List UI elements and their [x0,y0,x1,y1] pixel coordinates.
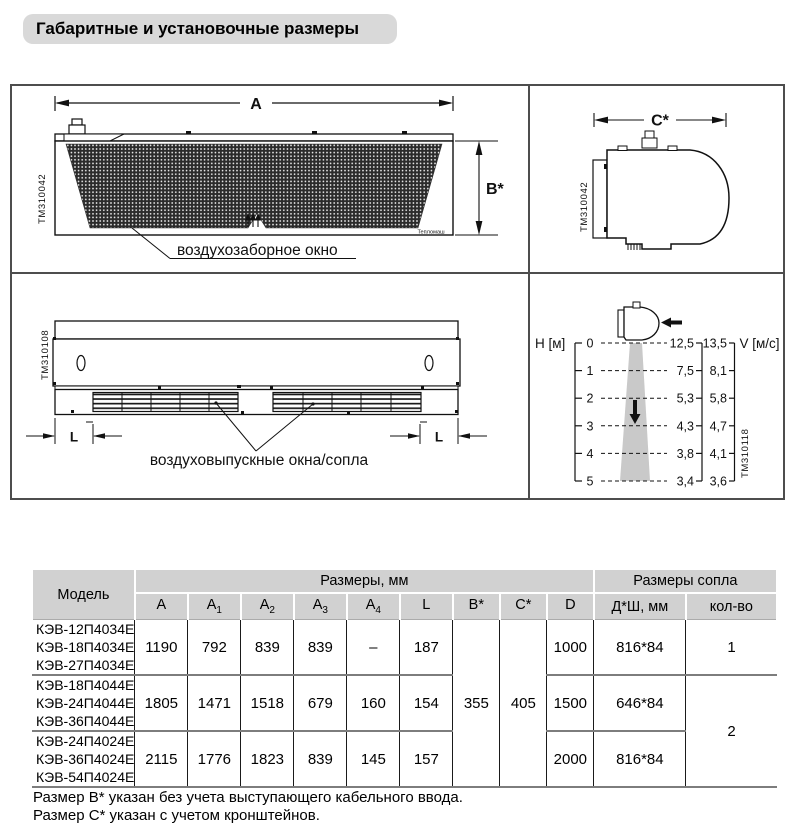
velocity-values-col2 [703,337,727,489]
dim-label-l-left: L [69,429,79,445]
footnote-b: Размер B* указан без учета выступающего кабельного ввода. [33,789,463,806]
svg-text:3,4: 3,4 [676,474,694,489]
velocity-values-col1 [670,337,694,489]
col-header-d: D [547,593,594,620]
col-header-nozzle-count: кол-во [686,593,777,620]
cable-gland-icon [69,119,85,134]
cell-l: 187 [400,620,453,676]
cell-d: 2000 [547,731,594,787]
col-group-nozzle: Размеры сопла [594,569,777,593]
svg-text:4,1: 4,1 [709,446,727,461]
velocity-bracket-col2 [729,343,735,481]
bottom-view-quadrant [12,274,530,498]
bottom-view-drawing [12,274,528,498]
cell-a1: 1471 [188,675,241,731]
h-axis-label: H [м] [535,336,566,351]
svg-text:5: 5 [586,474,594,489]
serration-marks [628,244,640,250]
cell-d: 1000 [547,620,594,676]
cell-l: 154 [400,675,453,731]
page-title [23,14,397,44]
cell-a3: 839 [294,731,347,787]
col-header-nozzle-size: Д*Ш, мм [594,593,686,620]
cell-a3: 679 [294,675,347,731]
cell-a2: 1823 [241,731,294,787]
arrow-up-icon [476,141,483,155]
outlet-callout: воздуховыпускные окна/сопла [149,452,369,469]
dimension-l-lines [26,418,487,444]
side-view-quadrant [530,86,783,274]
col-group-sizes: Размеры, мм [135,569,594,593]
cell-a4: 145 [347,731,400,787]
cell-a1: 792 [188,620,241,676]
col-header-a4: $А_4$ [347,593,400,620]
svg-text:5,3: 5,3 [676,391,694,406]
svg-text:4: 4 [586,446,594,461]
svg-text:12,5: 12,5 [669,336,694,351]
cell-models: КЭВ-12П4034Е КЭВ-18П4034Е КЭВ-27П4034Е [32,620,135,676]
airflow-up-arrows-icon [246,215,261,228]
inflow-arrow-icon [661,318,682,328]
unit-body-side [607,150,729,249]
arrow-right-icon [439,100,453,107]
v-axis-label: V [м/с] [739,336,780,351]
intake-callout: воздухозаборное окно [177,242,338,259]
svg-text:0: 0 [586,336,594,351]
drawings-panel [10,84,785,500]
drawing-code: TM310108 [40,329,51,380]
svg-text:3: 3 [586,419,594,434]
svg-text:5,8: 5,8 [709,391,727,406]
h-tick-labels [587,337,594,489]
table-row-group-2 [32,675,777,731]
svg-text:3,6: 3,6 [709,474,727,489]
svg-text:13,5: 13,5 [702,336,727,351]
col-header-model: Модель [32,569,135,620]
svg-text:8,1: 8,1 [709,364,727,379]
top-notch [668,146,677,151]
svg-text:2: 2 [586,391,594,406]
col-header-c-star: C* [500,593,547,620]
cell-a3: 839 [294,620,347,676]
cell-a: 1805 [135,675,188,731]
col-header-b-star: B* [453,593,500,620]
outlet-grille [273,393,421,412]
dim-label-a: А [250,96,262,113]
cell-b-star-shared: 355 [453,620,500,788]
cell-nozzle-size: 816*84 [594,620,686,676]
col-header-a3: $А_3$ [294,593,347,620]
footnote-c: Размер C* указан с учетом кронштейнов. [33,806,320,824]
arrow-right-icon [712,117,726,124]
side-view-drawing [530,86,783,272]
drawing-code: TM310042 [37,173,48,224]
cell-models: КЭВ-18П4044Е КЭВ-24П4044Е КЭВ-36П4044Е [32,675,135,731]
cell-a2: 839 [241,620,294,676]
cell-d: 1500 [547,675,594,731]
table-row-group-1 [32,620,777,676]
h-axis-bracket [575,343,582,481]
panel-mark [312,131,317,134]
cell-nozzle-size: 816*84 [594,731,686,787]
cell-l: 157 [400,731,453,787]
cell-a4: 160 [347,675,400,731]
top-notch [618,146,627,151]
brand-logo: Тепломаш [417,229,445,236]
cell-a4: – [347,620,400,676]
svg-text:4,3: 4,3 [676,419,694,434]
cell-models: КЭВ-24П4024Е КЭВ-36П4024Е КЭВ-54П4024Е [32,731,135,787]
col-header-a1: $А_1$ [188,593,241,620]
col-header-l: L [400,593,453,620]
front-view-drawing [12,86,528,272]
arrow-left-icon [594,117,608,124]
unit-icon [618,302,659,340]
table-row-group-3 [32,731,777,787]
svg-text:1: 1 [586,364,594,379]
velocity-bracket-col1 [696,343,702,481]
col-header-a2: $А_2$ [241,593,294,620]
airflow-chart-quadrant [530,274,783,498]
cell-c-star-shared: 405 [500,620,547,788]
intake-grille [66,144,442,228]
unit-body-bottom [53,339,460,386]
drawing-code: TM310042 [579,181,590,232]
cable-gland-icon [642,131,657,148]
dim-label-b: B* [486,181,504,198]
arrow-left-icon [55,100,69,107]
airflow-chart [530,274,783,498]
cell-a2: 1518 [241,675,294,731]
svg-text:7,5: 7,5 [676,364,694,379]
dimensions-table [31,568,778,788]
svg-text:3,8: 3,8 [676,446,694,461]
dim-label-l-right: L [434,429,444,445]
page-title-text: Габаритные и установочные размеры [36,19,360,38]
arrow-down-icon [476,221,483,235]
cell-nozzle-count: 1 [686,620,777,676]
cell-a1: 1776 [188,731,241,787]
drawing-code: TM310118 [740,428,751,478]
footnotes [33,789,463,824]
panel-mark [186,131,191,134]
dim-label-c: C* [651,112,669,130]
top-strip [55,321,458,339]
front-view-quadrant [12,86,530,274]
cell-nozzle-size: 646*84 [594,675,686,731]
panel-mark [402,131,407,134]
cell-a: 1190 [135,620,188,676]
cell-a: 2115 [135,731,188,787]
mounting-bracket [593,160,607,238]
cell-nozzle-count-shared: 2 [686,675,777,787]
svg-text:4,7: 4,7 [709,419,727,434]
col-header-a: А [135,593,188,620]
